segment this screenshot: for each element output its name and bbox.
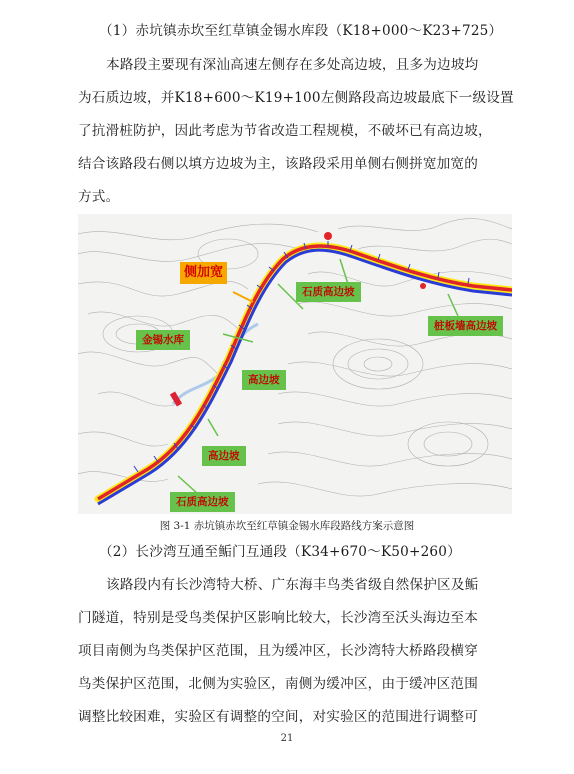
- topographic-map: [78, 214, 512, 514]
- high-slope-label-1: 高边坡: [242, 370, 286, 390]
- high-slope-label-2: 高边坡: [202, 446, 246, 466]
- paragraph-line: 为石质边坡，并K18+600～K19+100左侧路段高边坡最底下一级设置: [78, 90, 514, 106]
- side-widen-label: 侧加宽: [180, 262, 227, 284]
- paragraph-line: 本路段主要现有深汕高速左侧存在多处高边坡，且多为边坡均: [106, 57, 479, 73]
- rock-slope-top-label: 石质高边坡: [296, 282, 361, 302]
- paragraph-line: 项目南侧为鸟类保护区范围，且为缓冲区，长沙湾特大桥路段横穿: [78, 643, 479, 659]
- paragraph-line: 方式。: [78, 189, 120, 205]
- paragraph-line: 鸟类保护区范围，北侧为实验区，南侧为缓冲区，由于缓冲区范围: [78, 676, 479, 692]
- section1-heading: （1）赤坑镇赤坎至红草镇金锡水库段（K18+000～K23+725）: [99, 23, 503, 39]
- route-map-figure: [78, 214, 512, 514]
- paragraph-line: 该路段内有长沙湾特大桥、广东海丰鸟类省级自然保护区及鲘: [106, 577, 479, 593]
- section2-heading: （2）长沙湾互通至鲘门互通段（K34+670～K50+260）: [99, 544, 461, 560]
- paragraph-line: 结合该路段右侧以填方边坡为主，该路段采用单侧右侧拼宽加宽的: [78, 156, 479, 172]
- pile-wall-slope-label: 桩板墙高边坡: [428, 316, 503, 336]
- paragraph-line: 调整比较困难，实验区有调整的空间，对实验区的范围进行调整可: [78, 709, 479, 725]
- page-number: 21: [280, 733, 294, 744]
- figure-caption: 图 3-1 赤坑镇赤坎至红草镇金锡水库段路线方案示意图: [159, 520, 415, 532]
- paragraph-line: 门隧道，特别是受鸟类保护区影响比较大，长沙湾至沃头海边至本: [78, 610, 479, 626]
- paragraph-line: 了抗滑桩防护，因此考虑为节省改造工程规模，不破坏已有高边坡，: [78, 123, 492, 139]
- reservoir-label: 金锡水库: [136, 330, 190, 350]
- rock-slope-bottom-label: 石质高边坡: [170, 492, 235, 512]
